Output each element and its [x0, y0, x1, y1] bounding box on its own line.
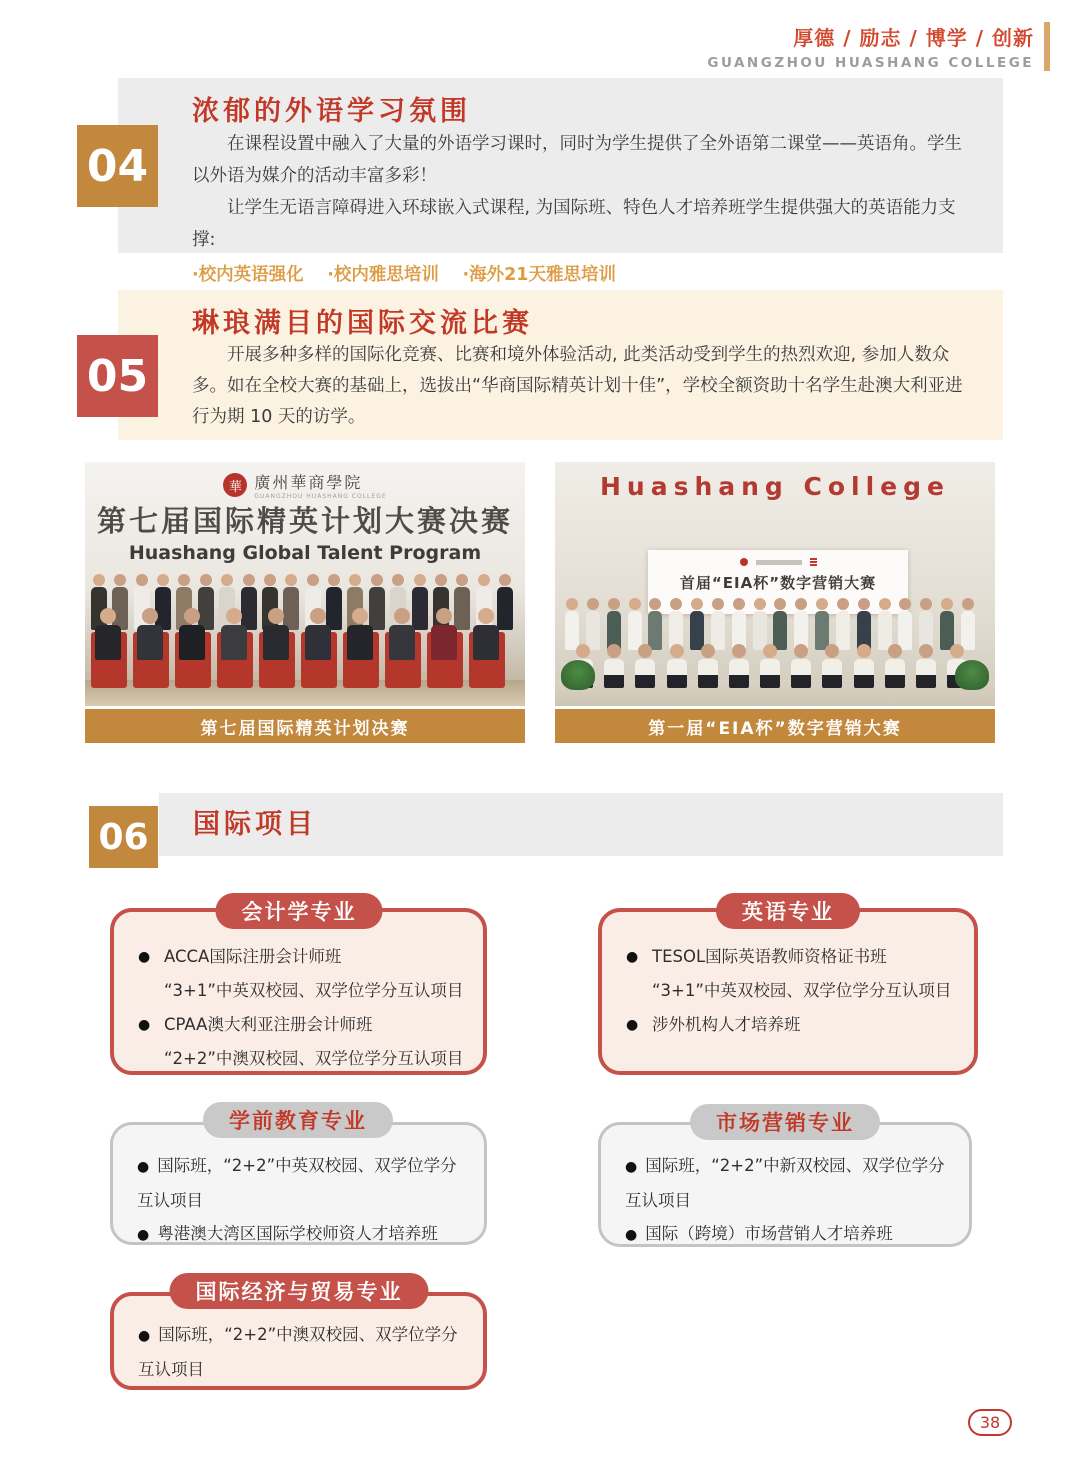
- person-figure: [760, 644, 780, 688]
- person-figure: [667, 644, 687, 688]
- school-motto: 厚德 / 励志 / 博学 / 创新: [793, 26, 1034, 50]
- person-figure: [711, 598, 725, 650]
- section-06-bar: [159, 793, 1003, 856]
- section-05-number-badge: 05: [77, 335, 158, 417]
- card-english-body: [626, 940, 962, 1042]
- section-04-number-badge: 04: [77, 125, 158, 207]
- program-item: ● 国际班，“2+2”中澳双校园、双学位学分互认项目: [138, 1318, 471, 1386]
- card-preschool-body: [137, 1149, 472, 1252]
- section-04-body: [192, 128, 979, 291]
- person-figure: [607, 598, 621, 650]
- section-04-panel: [118, 78, 1003, 285]
- card-english-title: 英语专业: [716, 893, 860, 929]
- college-name-en: GUANGZHOU HUASHANG COLLEGE: [707, 55, 1034, 71]
- plant-decoration: [561, 660, 595, 690]
- person-figure: [179, 608, 205, 660]
- person-figure: [635, 644, 655, 688]
- program-item: ● CPAA澳大利亚注册会计师班: [138, 1008, 471, 1042]
- person-figure: [669, 598, 683, 650]
- photo-eia-cup-contest: [555, 462, 995, 706]
- card-preschool-education-major: [110, 1122, 487, 1245]
- person-figure: [648, 598, 662, 650]
- person-figure: [815, 598, 829, 650]
- section-04-title: 浓郁的外语学习氛围: [192, 96, 471, 127]
- program-item: ● 国际（跨境）市场营销人才培养班: [625, 1217, 957, 1252]
- contest-banner-title: 首届“EIA杯”数字营销大赛: [679, 574, 877, 592]
- program-item: ● 涉外机构人才培养班: [626, 1008, 962, 1042]
- person-figure: [773, 598, 787, 650]
- section-05-body: [192, 340, 979, 433]
- card-accounting-body: [138, 940, 471, 1076]
- person-figure: [791, 644, 811, 688]
- person-figure: [473, 608, 499, 660]
- card-accounting-major: [110, 908, 487, 1075]
- person-figure: [794, 598, 808, 650]
- backdrop-logo-row: [85, 470, 525, 500]
- person-figure: [221, 608, 247, 660]
- backdrop-banner-title: 第七届国际精英计划大赛决赛: [96, 504, 513, 538]
- person-figure: [961, 598, 975, 650]
- person-figure: [854, 644, 874, 688]
- card-trade-title: 国际经济与贸易专业: [170, 1273, 429, 1309]
- backdrop-logo-cn: 廣州華商學院: [254, 473, 363, 492]
- person-figure: [95, 608, 121, 660]
- program-subitem: “3+1”中英双校园、双学位学分互认项目: [652, 981, 952, 1000]
- photo-left-caption: 第七届国际精英计划决赛: [85, 709, 525, 743]
- person-figure: [305, 608, 331, 660]
- person-figure: [586, 598, 600, 650]
- person-figure: [628, 598, 642, 650]
- card-accounting-title: 会计学专业: [216, 893, 383, 929]
- program-subitem: “3+1”中英双校园、双学位学分互认项目: [164, 981, 464, 1000]
- person-figure: [389, 608, 415, 660]
- section-04-paragraph-2: 让学生无语言障碍进入环球嵌入式课程, 为国际班、特色人才培养班学生提供强大的英语能力支撑:: [192, 198, 956, 250]
- person-figure: [729, 644, 749, 688]
- person-figure: [698, 644, 718, 688]
- huashang-seal-icon: 華: [223, 473, 247, 497]
- backdrop-logo-text: [254, 470, 386, 500]
- person-figure: [916, 644, 936, 688]
- person-figure: [822, 644, 842, 688]
- person-figure: [565, 598, 579, 650]
- person-figure: [885, 644, 905, 688]
- program-item: ● 国际班，“2+2”中英双校园、双学位学分互认项目: [137, 1149, 472, 1217]
- card-marketing-body: [625, 1149, 957, 1252]
- section-05-title: 琳琅满目的国际交流比赛: [192, 308, 533, 339]
- photo-global-talent-program: [85, 462, 525, 706]
- section-06-number-badge: 06: [89, 806, 158, 868]
- program-item: ● TESOL国际英语教师资格证书班: [626, 940, 962, 974]
- section-06-title: 国际项目: [193, 809, 317, 840]
- card-english-major: [598, 908, 978, 1075]
- backdrop-banner-subtitle: Huashang Global Talent Program: [128, 542, 482, 564]
- person-figure: [878, 598, 892, 650]
- person-figure: [857, 598, 871, 650]
- person-figure: [690, 598, 704, 650]
- person-figure: [836, 598, 850, 650]
- header-divider-bar: [1044, 22, 1050, 71]
- person-figure: [431, 608, 457, 660]
- section-04-paragraph-1: 在课程设置中融入了大量的外语学习课时，同时为学生提供了全外语第二课堂——英语角。学生以外语为媒介的活动丰富多彩！: [192, 134, 962, 186]
- person-figure: [497, 574, 513, 630]
- program-item: ● 国际班，“2+2”中新双校园、双学位学分互认项目: [625, 1149, 957, 1217]
- building-sign: Huashang College: [599, 472, 950, 501]
- crowd-illustration: [555, 462, 995, 706]
- person-figure: [137, 608, 163, 660]
- card-marketing-major: [598, 1122, 972, 1247]
- program-item: ● ACCA国际注册会计师班: [138, 940, 471, 974]
- section-05-paragraph-1: 开展多种多样的国际化竞赛、比赛和境外体验活动, 此类活动受到学生的热烈欢迎, 参加人数众多。如在全校大赛的基础上，选拔出“华商国际精英计划十佳”，学校全额资助十名学生赴澳大利亚进行为期 10 天的访学。: [192, 345, 963, 427]
- page-header: [707, 22, 1050, 71]
- person-figure: [347, 608, 373, 660]
- person-figure: [940, 598, 954, 650]
- person-figure: [898, 598, 912, 650]
- person-figure: [263, 608, 289, 660]
- program-item: ● 粤港澳大湾区国际学校师资人才培养班: [137, 1217, 472, 1252]
- photo-right-caption: 第一届“EIA杯”数字营销大赛: [555, 709, 995, 743]
- page-number-badge: 38: [968, 1409, 1012, 1436]
- card-preschool-title: 学前教育专业: [203, 1102, 393, 1138]
- program-subitem: “2+2”中澳双校园、双学位学分互认项目: [164, 1049, 464, 1068]
- person-figure: [604, 644, 624, 688]
- header-text: [707, 22, 1034, 71]
- section-05-panel: [118, 290, 1003, 440]
- card-marketing-title: 市场营销专业: [690, 1104, 880, 1140]
- section-04-bullet-line: ·校内英语强化 ·校内雅思培训 ·海外21天雅思培训: [192, 265, 616, 285]
- plant-decoration: [955, 660, 989, 690]
- card-trade-body: [138, 1318, 471, 1386]
- person-figure: [753, 598, 767, 650]
- person-figure: [919, 598, 933, 650]
- backdrop-logo-en: GUANGZHOU HUASHANG COLLEGE: [254, 493, 387, 500]
- person-figure: [732, 598, 746, 650]
